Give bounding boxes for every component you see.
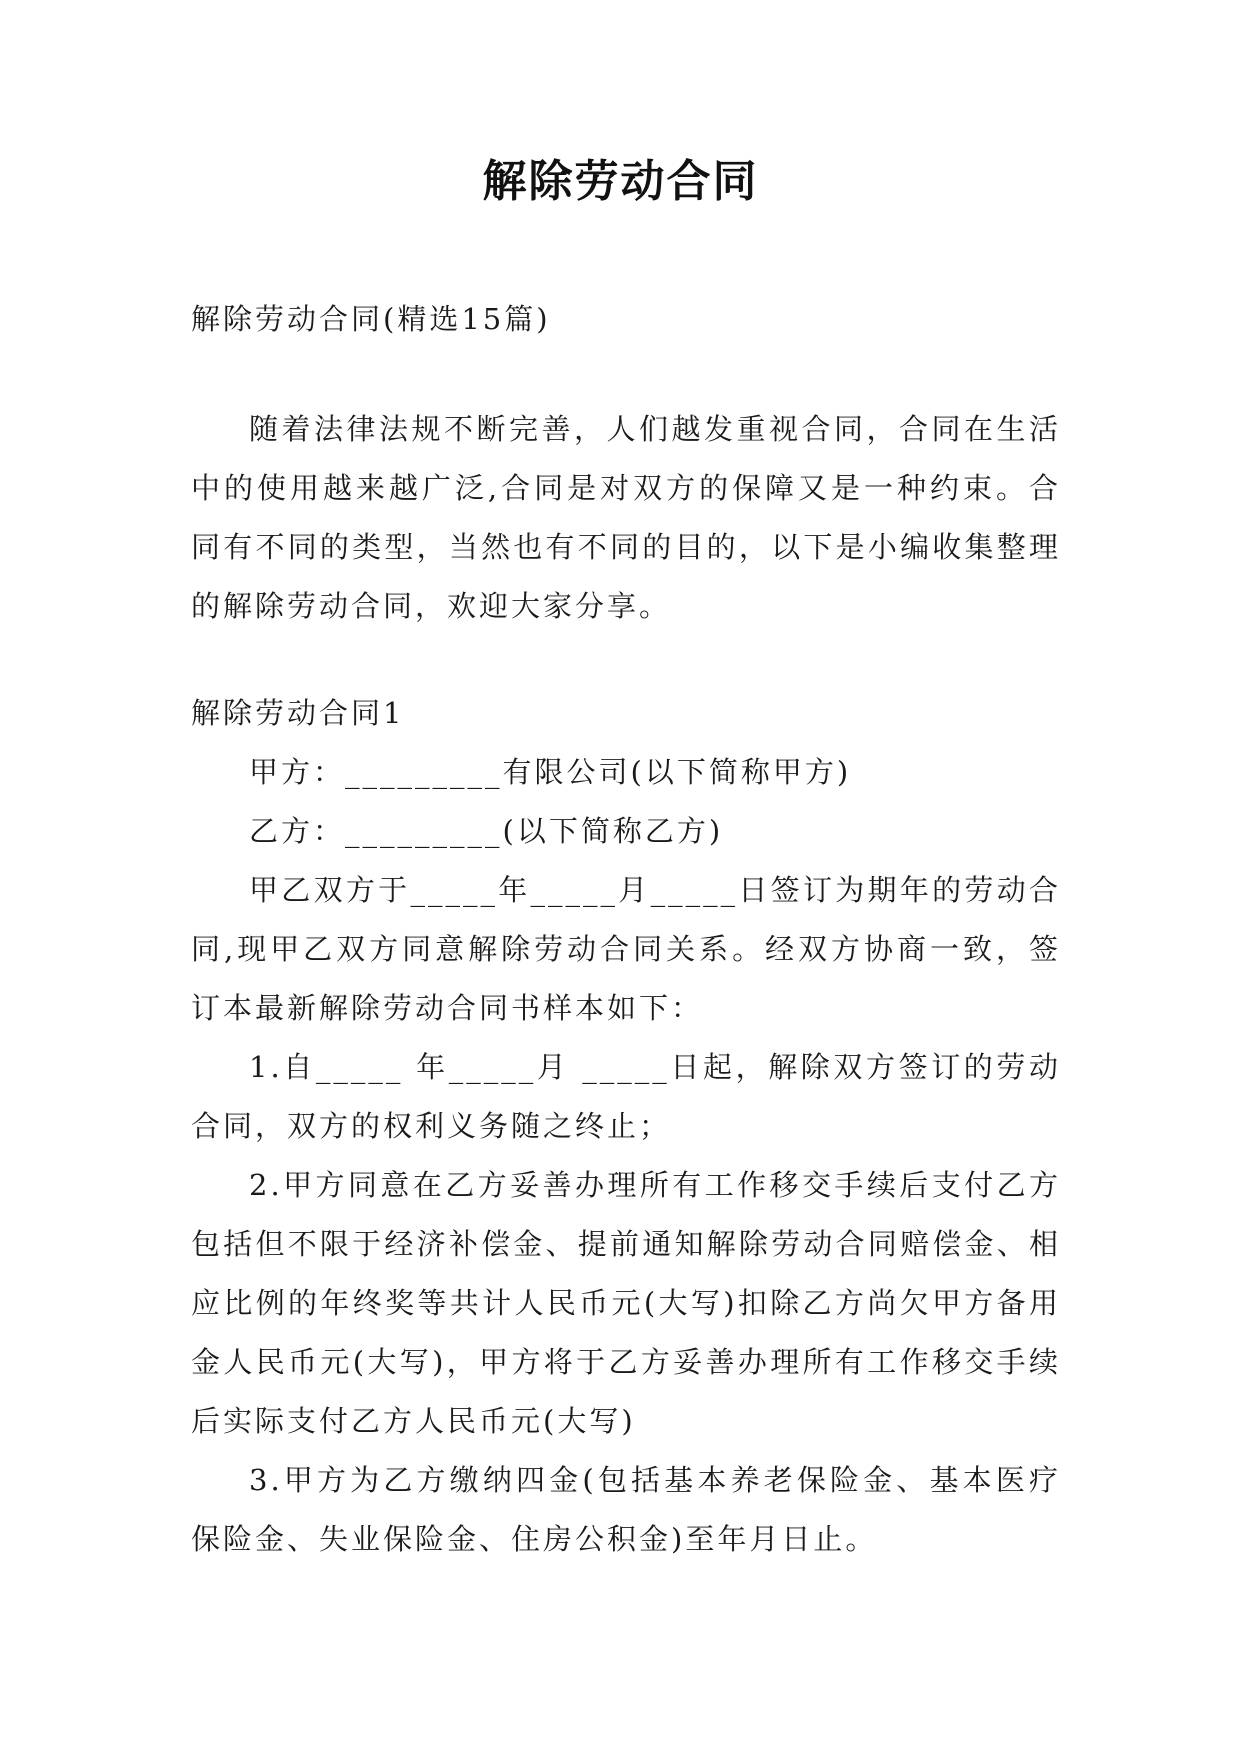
intro-paragraph: 随着法律法规不断完善，人们越发重视合同，合同在生活中的使用越来越广泛,合同是对双方的保障又是一种约束。合同有不同的类型，当然也有不同的目的，以下是小编收集整理的解除劳动合同，欢迎大家分享。 bbox=[191, 412, 1061, 623]
section-heading: 解除劳动合同1 bbox=[191, 696, 405, 730]
document-body bbox=[191, 290, 1061, 1569]
document-title: 解除劳动合同 bbox=[482, 156, 759, 207]
clause-2: 2.甲方同意在乙方妥善办理所有工作移交手续后支付乙方包括但不限于经济补偿金、提前通知解除劳动合同赔偿金、相应比例的年终奖等共计人民币元(大写)扣除乙方尚欠甲方备用金人民币元(大写)，甲方将于乙方妥善办理所有工作移交手续后实际支付乙方人民币元(大写) bbox=[191, 1168, 1061, 1438]
paragraph-spacer bbox=[191, 349, 1061, 400]
party-b-line: 乙方：_________(以下简称乙方) bbox=[249, 814, 724, 848]
document-subtitle: 解除劳动合同(精选15篇) bbox=[191, 302, 551, 336]
party-a-line: 甲方：_________有限公司(以下简称甲方) bbox=[249, 755, 852, 789]
clause-1: 1.自_____ 年_____月 _____日起，解除双方签订的劳动合同，双方的权利义务随之终止； bbox=[191, 1050, 1061, 1143]
agreement-paragraph: 甲乙双方于_____年_____月_____日签订为期年的劳动合同,现甲乙双方同意解除劳动合同关系。经双方协商一致，签订本最新解除劳动合同书样本如下： bbox=[191, 873, 1061, 1025]
paragraph-spacer bbox=[191, 636, 1061, 684]
clause-3: 3.甲方为乙方缴纳四金(包括基本养老保险金、基本医疗保险金、失业保险金、住房公积金)至年月日止。 bbox=[191, 1463, 1061, 1556]
